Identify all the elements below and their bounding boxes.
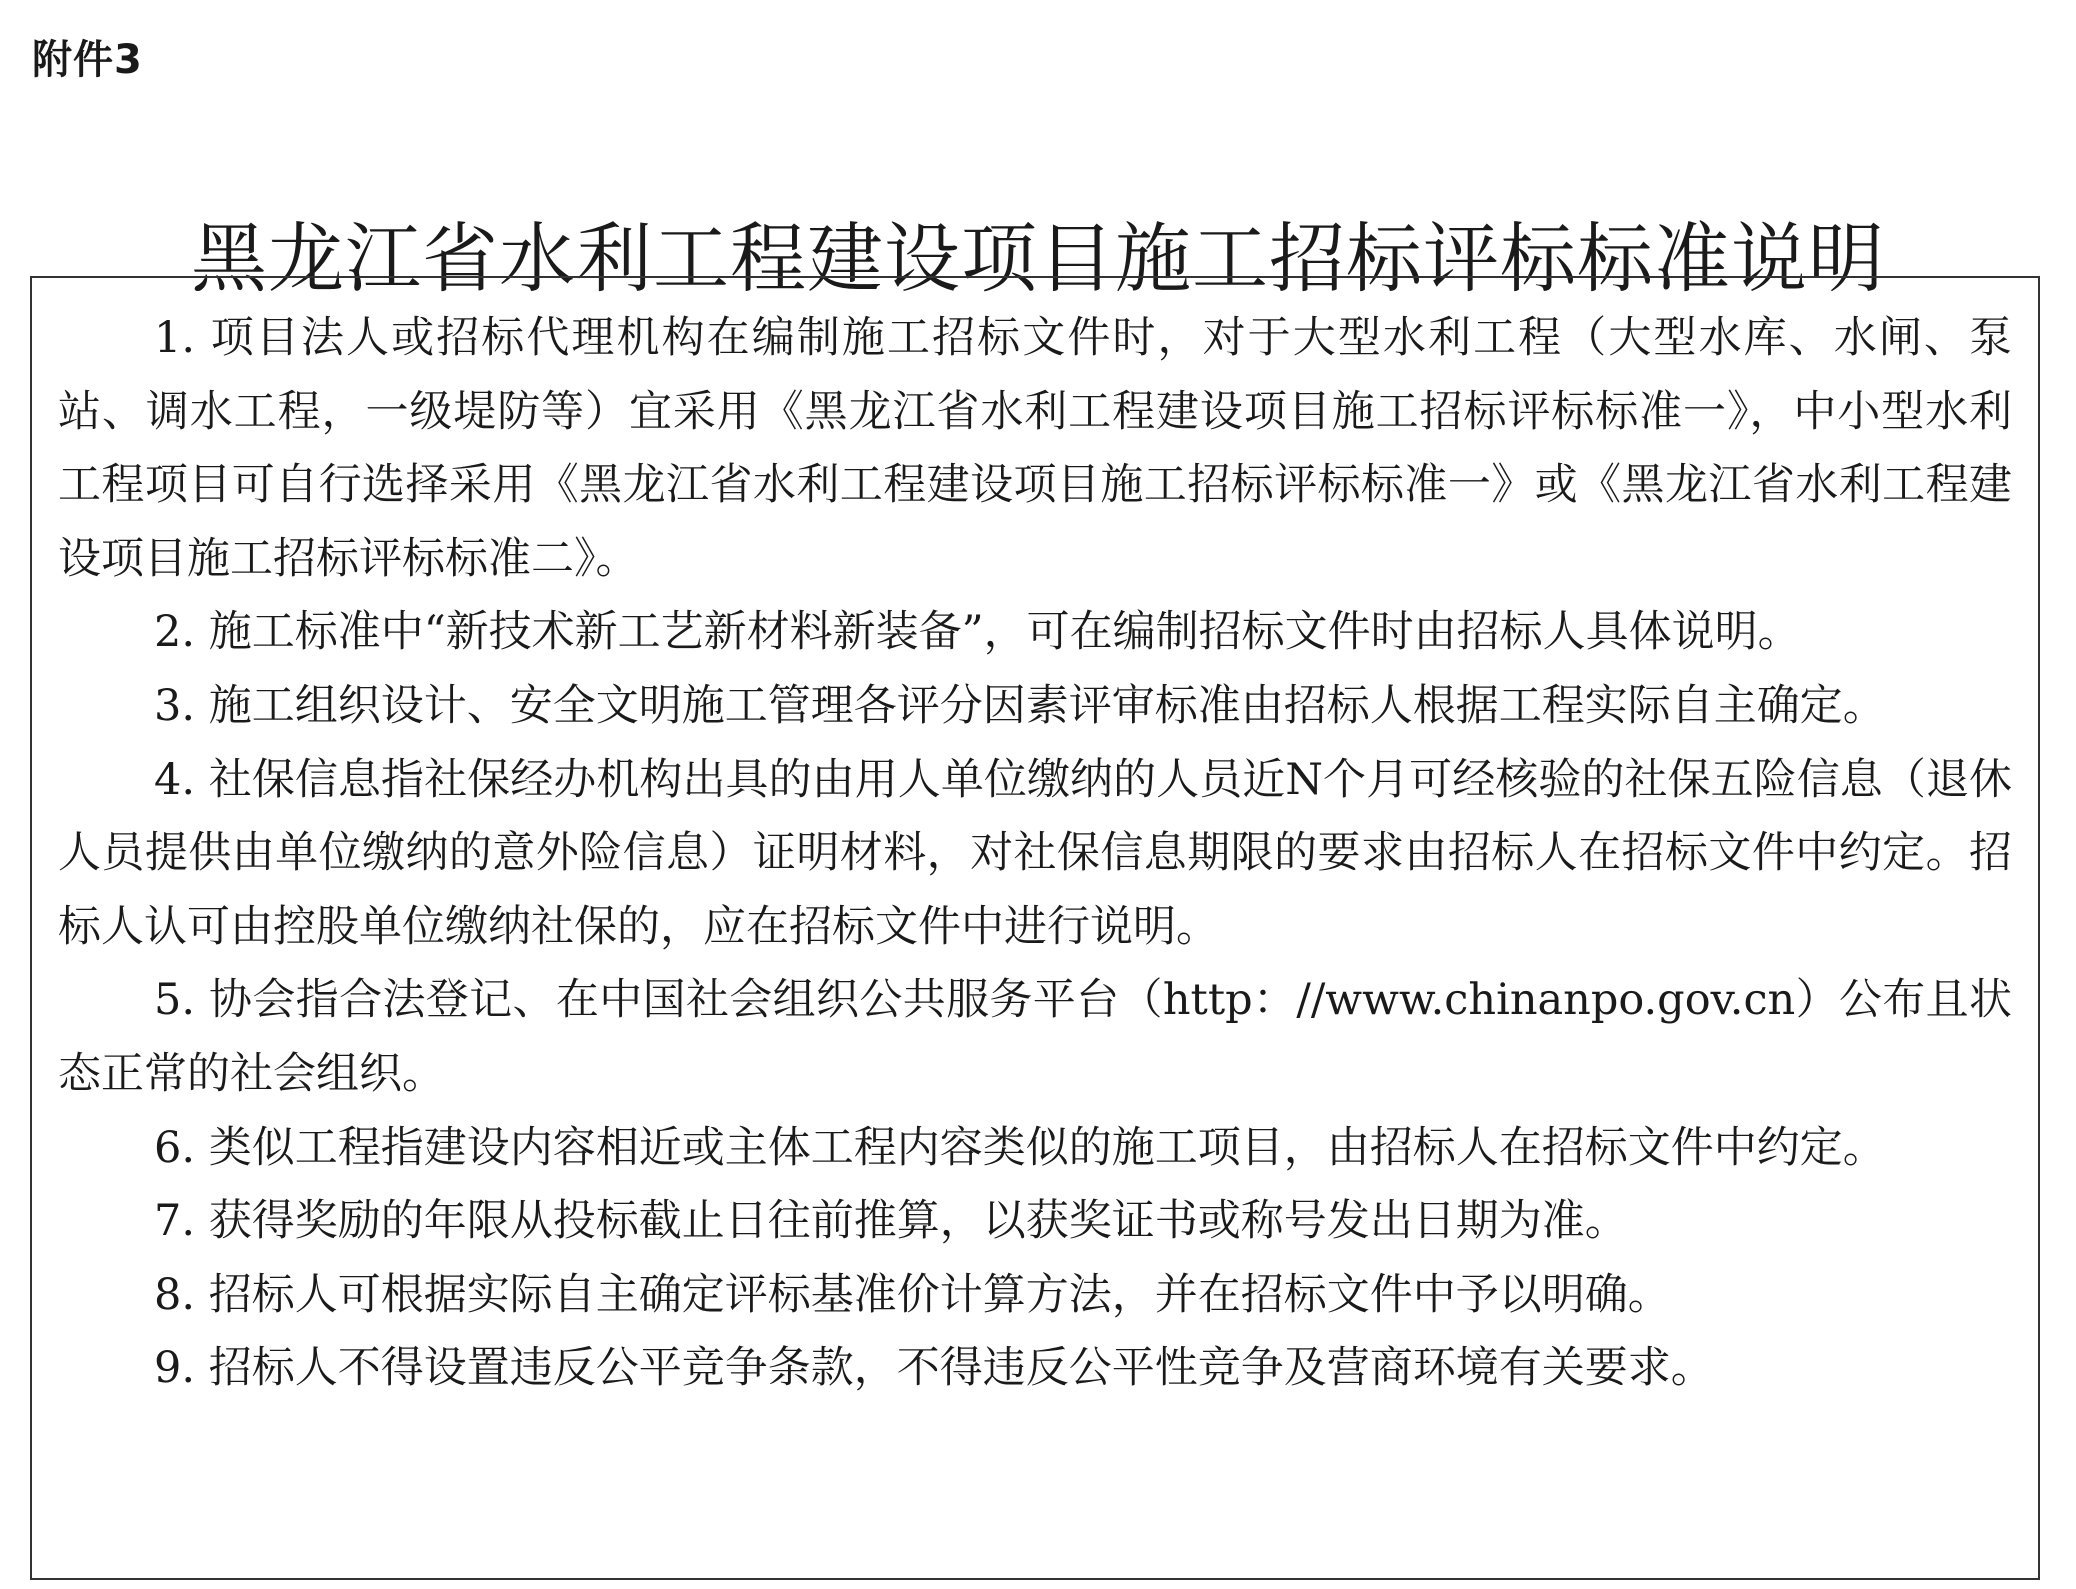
note-item-3: 3. 施工组织设计、安全文明施工管理各评分因素评审标准由招标人根据工程实际自主确定。	[154, 680, 1886, 731]
note-item-8: 8. 招标人可根据实际自主确定评标基准价计算方法，并在招标文件中予以明确。	[154, 1269, 1671, 1320]
note-item-9: 9. 招标人不得设置违反公平竞争条款，不得违反公平性竞争及营商环境有关要求。	[154, 1343, 1714, 1394]
notes-box	[30, 276, 2040, 1580]
note-item-1: 1. 项目法人或招标代理机构在编制施工招标文件时，对于大型水利工程（大型水库、水闸、泵站、调水工程，一级堤防等）宜采用《黑龙江省水利工程建设项目施工招标评标标准一》，中小型水利工程项目可自行选择采用《黑龙江省水利工程建设项目施工招标评标标准一》或《黑龙江省水利工程建设项目施工招标评标标准二》。	[58, 313, 2012, 584]
note-item-4: 4. 社保信息指社保经办机构出具的由用人单位缴纳的人员近N个月可经核验的社保五险信息（退休人员提供由单位缴纳的意外险信息）证明材料，对社保信息期限的要求由招标人在招标文件中约定。招标人认可由控股单位缴纳社保的，应在招标文件中进行说明。	[58, 754, 2012, 952]
document-title: 黑龙江省水利工程建设项目施工招标评标标准说明	[191, 213, 1885, 303]
attachment-label: 附件3	[32, 37, 143, 83]
note-item-5: 5. 协会指合法登记、在中国社会组织公共服务平台（http：//www.chinanpo.gov.cn）公布且状态正常的社会组织。	[58, 975, 2012, 1099]
note-item-2: 2. 施工标准中“新技术新工艺新材料新装备”，可在编制招标文件时由招标人具体说明。	[154, 607, 1801, 658]
note-item-6: 6. 类似工程指建设内容相近或主体工程内容类似的施工项目，由招标人在招标文件中约定。	[154, 1122, 1886, 1173]
note-item-7: 7. 获得奖励的年限从投标截止日往前推算，以获奖证书或称号发出日期为准。	[154, 1196, 1628, 1247]
